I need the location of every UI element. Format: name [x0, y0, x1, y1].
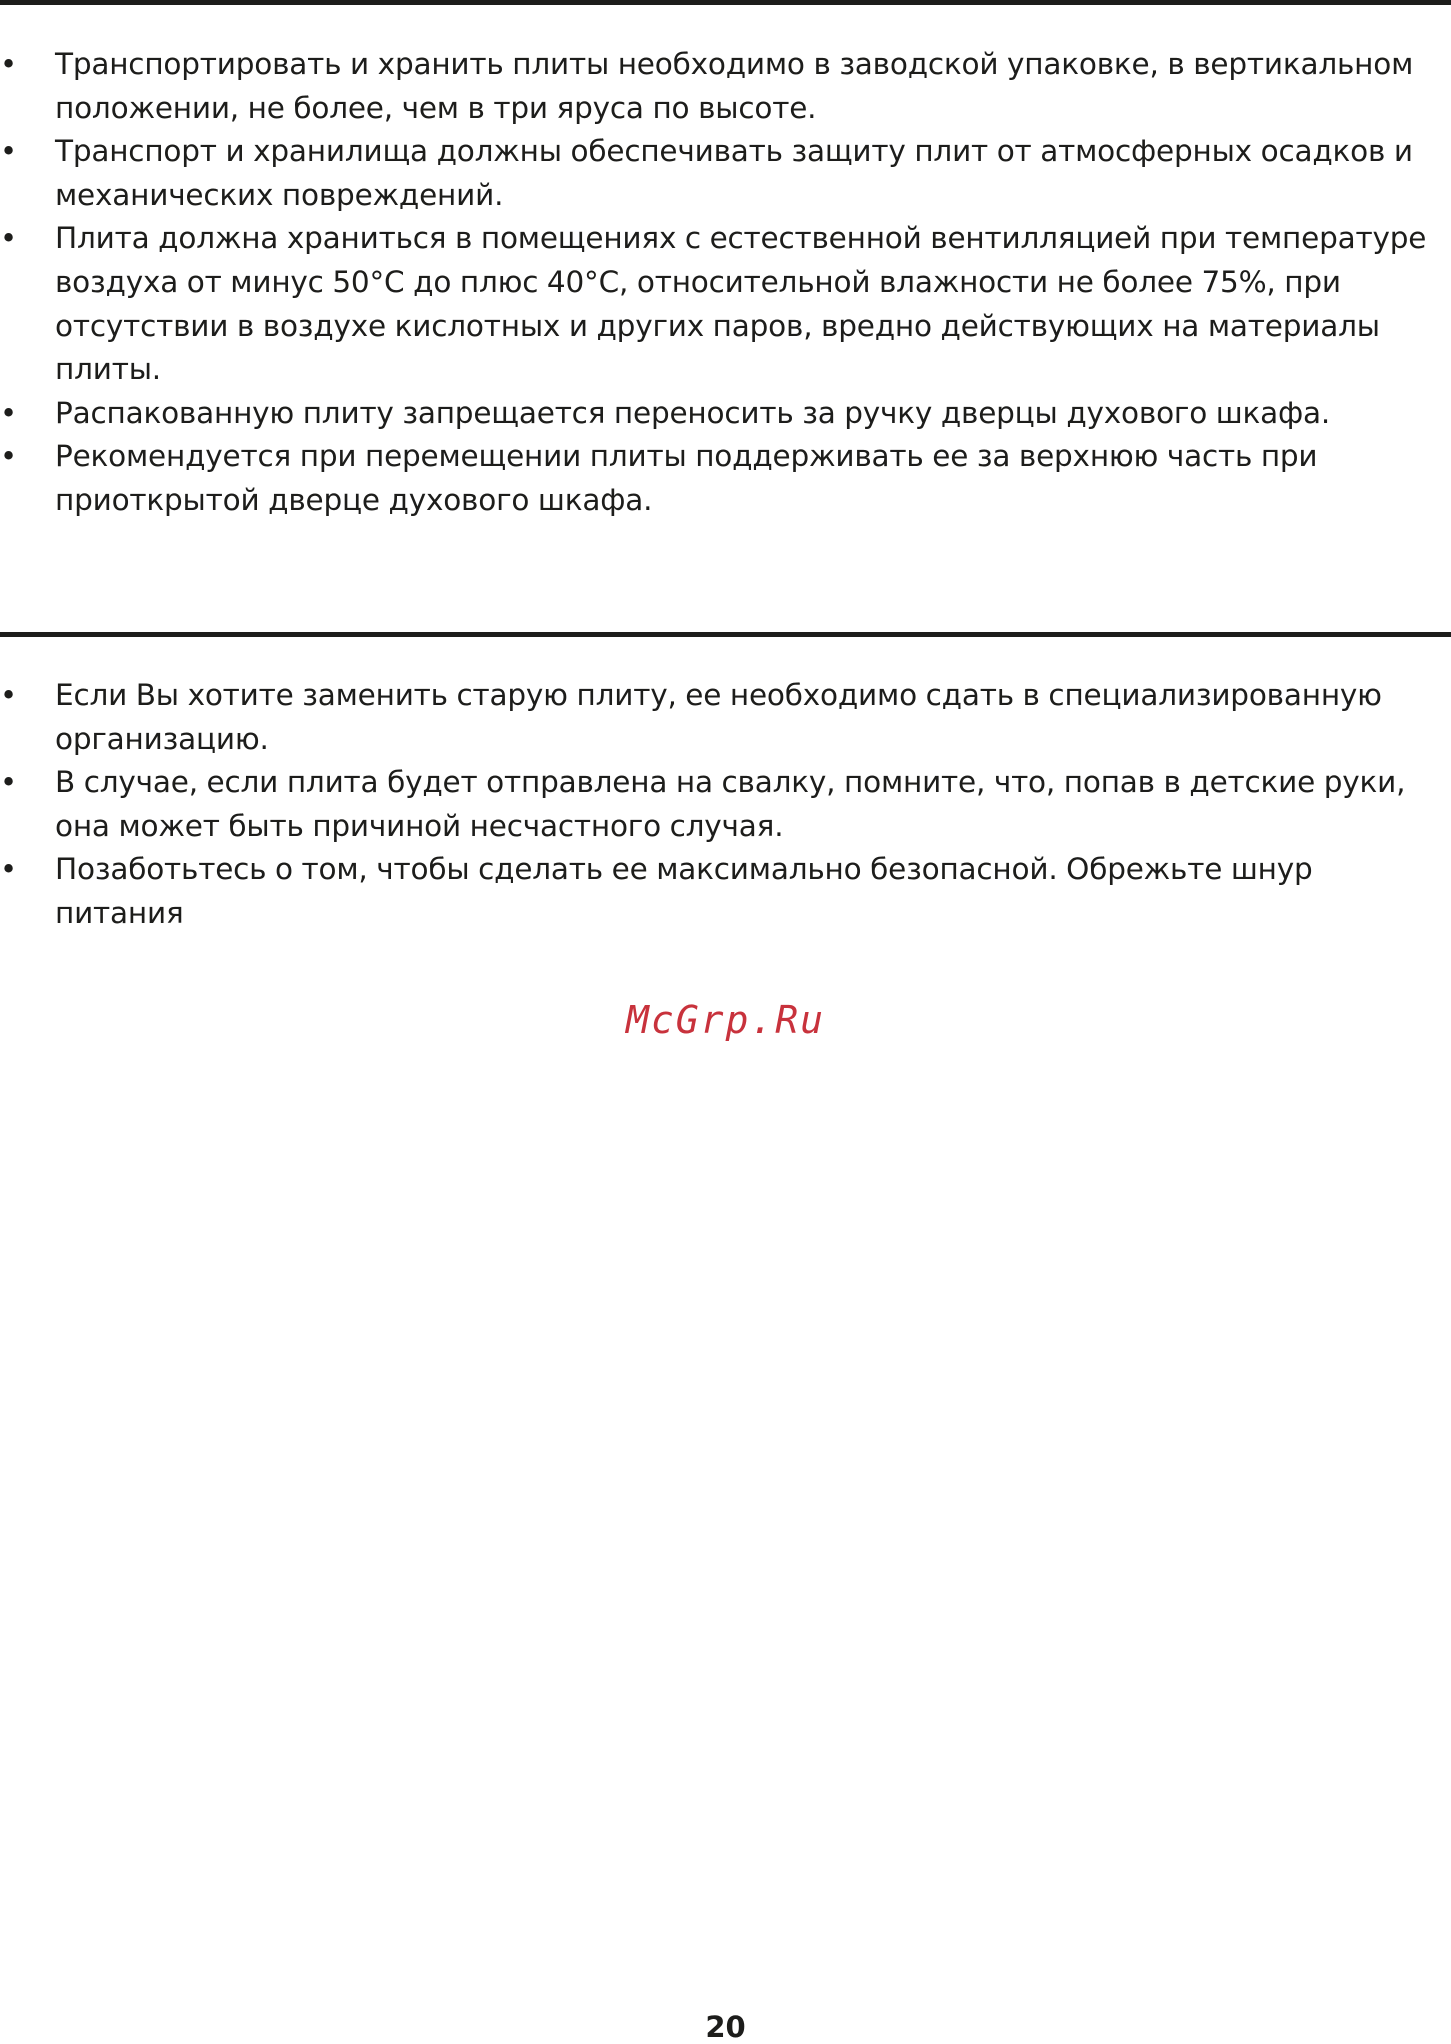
disposal-instructions-list	[0, 674, 1445, 936]
list-item	[0, 130, 1445, 217]
list-item-text: Плита должна храниться в помещениях с естественной вентилляцией при температуре воздуха от минус 50°С до плюс 40°С, относительной влажности не более 75%, при отсутствии в воздухе кислотных и других паров, вредно действующих на материалы плиты.	[55, 221, 1427, 387]
bullet-icon: •	[0, 439, 17, 474]
page-number: 20	[705, 2010, 746, 2044]
list-item-text: Позаботьтесь о том, чтобы сделать ее максимально безопасной. Обрежьте шнур питания	[55, 852, 1313, 930]
list-item-text: Распакованную плиту запрещается переносить за ручку дверцы духового шкафа.	[55, 395, 1331, 430]
list-item-text: Рекомендуется при перемещении плиты поддерживать ее за верхнюю часть при приоткрытой дверце духового шкафа.	[55, 439, 1318, 517]
list-item	[0, 848, 1445, 935]
list-item	[0, 435, 1445, 522]
section-divider	[0, 632, 1451, 637]
list-item-text: В случае, если плита будет отправлена на свалку, помните, что, попав в детские руки, она может быть причиной несчастного случая.	[55, 765, 1406, 843]
bullet-icon: •	[0, 765, 17, 800]
bullet-icon: •	[0, 47, 17, 81]
bullet-icon: •	[0, 221, 17, 256]
list-item-text: Если Вы хотите заменить старую плиту, ее необходимо сдать в специализированную организацию.	[55, 678, 1382, 756]
bullet-icon: •	[0, 134, 17, 169]
list-item	[0, 674, 1445, 761]
list-item	[0, 217, 1445, 391]
list-item-text: Транспорт и хранилища должны обеспечивать защиту плит от атмосферных осадков и механических повреждений.	[55, 134, 1413, 212]
list-item-text: Транспортировать и хранить плиты необходимо в заводской упаковке, в вертикальном положении, не более, чем в три яруса по высоте.	[55, 47, 1414, 125]
storage-instructions-list	[0, 43, 1445, 523]
top-divider	[0, 0, 1451, 5]
list-item	[0, 761, 1445, 848]
bullet-icon: •	[0, 678, 17, 712]
bullet-icon: •	[0, 852, 17, 887]
bullet-icon: •	[0, 395, 17, 430]
list-item	[0, 392, 1445, 436]
list-item	[0, 43, 1445, 130]
watermark: McGrp.Ru	[625, 998, 826, 1042]
